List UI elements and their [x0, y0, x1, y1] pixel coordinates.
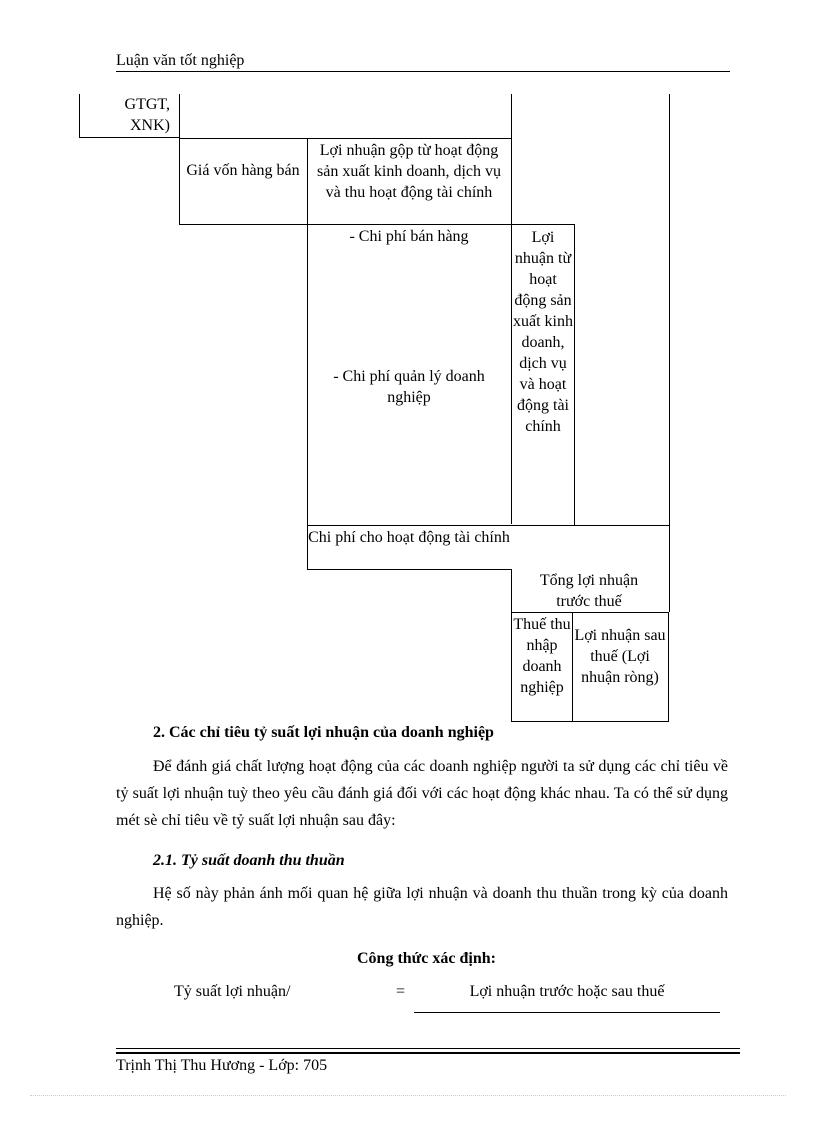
pretax-profit-label: Tổng lợi nhuận trước thuế	[539, 572, 639, 610]
section-2-1-heading: 2.1. Tỷ suất doanh thu thuần	[153, 852, 345, 869]
diagram-line	[511, 612, 669, 613]
formula-left: Tỷ suất lợi nhuận/	[174, 983, 291, 1000]
diagram-line	[307, 525, 669, 526]
section-2-1-paragraph: Hệ số này phản ánh mối quan hệ giữa lợi nhuận và doanh thu thuần trong kỳ của doanh nghiệp.	[116, 885, 728, 929]
diagram-line	[79, 94, 80, 137]
net-profit-label: Lợi nhuận sau thuế (Lợi nhuận ròng)	[574, 627, 666, 686]
page-header-title: Luận văn tốt nghiệp	[116, 52, 245, 69]
section-2-heading: 2. Các chỉ tiêu tỷ suất lợi nhuận của doanh nghiệp	[153, 724, 494, 741]
diagram-line	[668, 612, 669, 722]
finance-cost-label: Chi phí cho hoạt động tài chính	[308, 529, 510, 546]
income-tax-label: Thuế thu nhập doanh nghiệp	[513, 616, 571, 696]
fraction-bar	[414, 1012, 720, 1013]
diagram-line	[669, 224, 670, 612]
diagram-line	[511, 721, 669, 722]
diagram-line	[511, 94, 512, 524]
admin-cost-label: - Chi phí quản lý doanh nghiệp	[333, 368, 485, 406]
header-divider	[116, 71, 730, 72]
diagram-line	[179, 138, 511, 139]
diagram-line	[307, 138, 308, 569]
gtgt-label: GTGT, XNK)	[124, 96, 170, 134]
diagram-line	[307, 569, 511, 570]
selling-cost-label: - Chi phí bán hàng	[349, 228, 469, 245]
footer-divider	[116, 1048, 740, 1049]
diagram-line	[574, 224, 575, 525]
diagram-line	[179, 94, 180, 224]
formula-heading: Công thức xác định:	[357, 950, 496, 967]
formula-numerator: Lợi nhuận trước hoặc sau thuế	[469, 983, 665, 1000]
formula-equals: =	[396, 983, 406, 1000]
gross-profit-label: Lợi nhuận gộp từ hoạt động sản xuất kinh doanh, dịch vụ và thu hoạt động tài chính	[317, 142, 501, 201]
diagram-line	[179, 224, 307, 225]
diagram-line	[79, 137, 179, 138]
footer-divider	[116, 1052, 740, 1054]
page-bottom-edge	[30, 1095, 786, 1096]
cost-of-goods-label: Giá vốn hàng bán	[186, 162, 300, 179]
diagram-line	[669, 94, 670, 224]
section-2-paragraph: Để đánh giá chất lượng hoạt động của các doanh nghiệp người ta sử dụng các chỉ tiêu về tỷ suất lợi nhuận tuỳ theo yêu cầu đánh giá đối với các hoạt động khác nhau. Ta có thể sử dụng mét sè chỉ tiêu về tỷ suất lợi nhuận sau đây:	[116, 758, 728, 829]
footer-author: Trịnh Thị Thu Hương - Lớp: 705	[116, 1057, 328, 1074]
operating-profit-label: Lợi nhuận từ hoạt động sản xuất kinh doanh, dịch vụ và hoạt động tài chính	[513, 229, 573, 435]
diagram-line	[307, 224, 574, 225]
